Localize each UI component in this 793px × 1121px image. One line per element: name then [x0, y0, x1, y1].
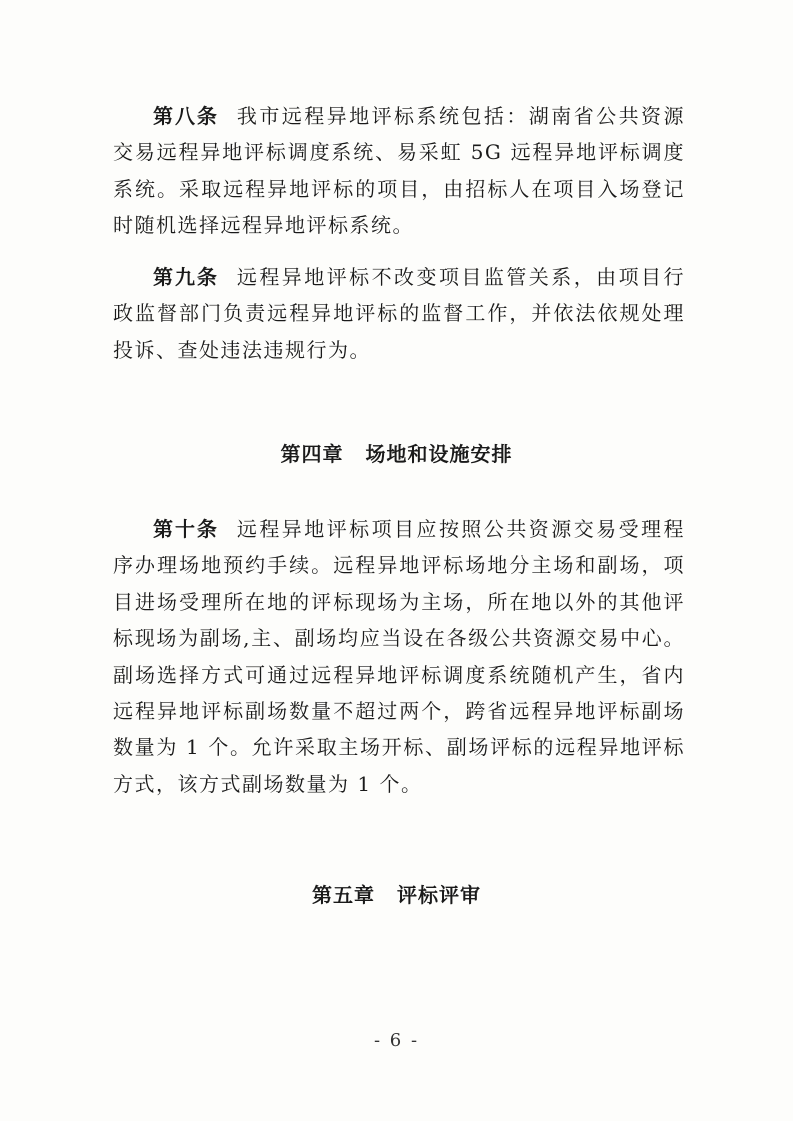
- chapter-5-number: 第五章: [312, 883, 375, 907]
- article-10-body: 远程异地评标项目应按照公共资源交易受理程序办理场地预约手续。远程异地评标场地分主场和副场，项目进场受理所在地的评标现场为主场，所在地以外的其他评标现场为副场,主、副场均应当设在各级公共资源交易中心。副场选择方式可通过远程异地评标调度系统随机产生，省内远程异地评标副场数量不超过两个，跨省远程异地评标副场数量为 1 个。允许采取主场开标、副场评标的远程异地评标方式，该方式副场数量为 1 个。: [113, 517, 686, 796]
- article-10-heading: 第十条: [153, 517, 219, 541]
- chapter-5-heading: [0, 879, 793, 908]
- article-8-body: 我市远程异地评标系统包括：湖南省公共资源交易远程异地评标调度系统、易采虹 5G 远程异地评标调度系统。采取远程异地评标的项目，由招标人在项目入场登记时随机选择远程异地评标系统。: [113, 104, 686, 238]
- page-number: - 6 -: [373, 1030, 420, 1051]
- article-8: [113, 98, 685, 244]
- chapter-4-title: 场地和设施安排: [365, 442, 513, 466]
- article-9-body: 远程异地评标不改变项目监管关系，由项目行政监督部门负责远程异地评标的监督工作，并依法依规处理投诉、查处违法违规行为。: [113, 265, 686, 362]
- chapter-5-title: 评标评审: [397, 883, 481, 907]
- article-8-heading: 第八条: [153, 104, 219, 128]
- article-10: [113, 511, 685, 802]
- chapter-4-number: 第四章: [280, 442, 344, 466]
- article-9-heading: 第九条: [153, 265, 219, 289]
- chapter-4-heading: [0, 438, 793, 467]
- article-9: [113, 259, 685, 368]
